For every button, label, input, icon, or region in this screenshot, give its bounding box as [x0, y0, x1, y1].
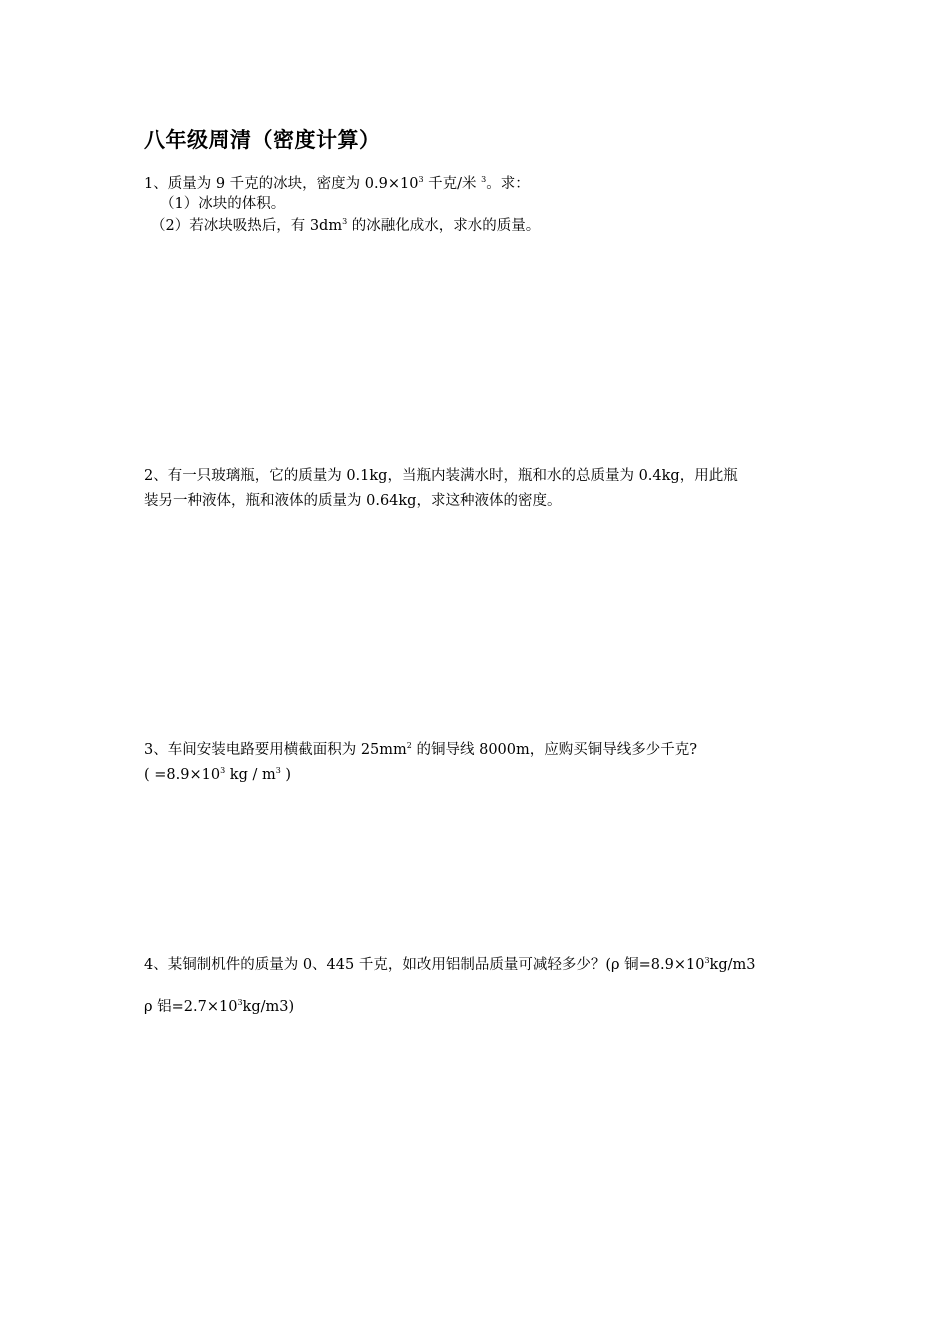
question-2-line-1: 2、有一只玻璃瓶，它的质量为 0.1kg，当瓶内装满水时，瓶和水的总质量为 0.4kg，用此瓶: [144, 468, 738, 484]
q1-sup-2: 3: [481, 175, 487, 185]
question-1-sub-1: （1）冰块的体积。: [160, 196, 286, 212]
question-1-sub-2: [151, 216, 540, 236]
question-3-line-1: [144, 740, 697, 760]
q4-text-b: kg/m3: [709, 957, 756, 973]
q4-line2-text-a: ρ 铝=2.7×10: [144, 999, 238, 1015]
q4-text-a: 4、某铜制机件的质量为 0、445 千克，如改用铝制品质量可减轻多少？(ρ 铜=8.9×10: [144, 957, 705, 973]
q3-line2-sup-2: 3: [275, 766, 281, 776]
q3-sup: 2: [406, 741, 412, 751]
q3-line2-text-c: ): [280, 767, 292, 783]
question-1-stem: [144, 174, 530, 194]
question-4-line-2: [144, 997, 294, 1017]
q4-sup: 3: [704, 956, 710, 966]
question-3-line-2: [144, 765, 291, 785]
q3-line2-text-a: ( =8.9×10: [144, 767, 221, 783]
q3-text-a: 3、车间安装电路要用横截面积为 25mm: [144, 742, 407, 758]
q1-text-c: 。求：: [486, 176, 530, 192]
q3-line2-sup-1: 3: [220, 766, 226, 776]
q3-line2-text-b: kg / m: [225, 767, 276, 783]
q3-text-b: 的铜导线 8000m，应购买铜导线多少千克?: [411, 742, 698, 758]
q1-text-a: 1、质量为 9 千克的冰块，密度为 0.9×10: [144, 176, 419, 192]
q4-line2-sup: 3: [237, 998, 243, 1008]
q1-sup-1: 3: [418, 175, 424, 185]
q1-text-b: 千克/米: [423, 176, 482, 192]
question-2-line-2: 装另一种液体，瓶和液体的质量为 0.64kg，求这种液体的密度。: [144, 493, 562, 509]
question-4-line-1: [144, 955, 755, 975]
q1-sub2-text-a: （2）若冰块吸热后，有 3dm: [151, 218, 343, 234]
q1-sub2-text-b: 的冰融化成水，求水的质量。: [347, 218, 541, 234]
q1-sub2-sup: 3: [342, 217, 348, 227]
page-title: 八年级周清（密度计算）: [144, 128, 381, 152]
q4-line2-text-b: kg/m3): [242, 999, 295, 1015]
